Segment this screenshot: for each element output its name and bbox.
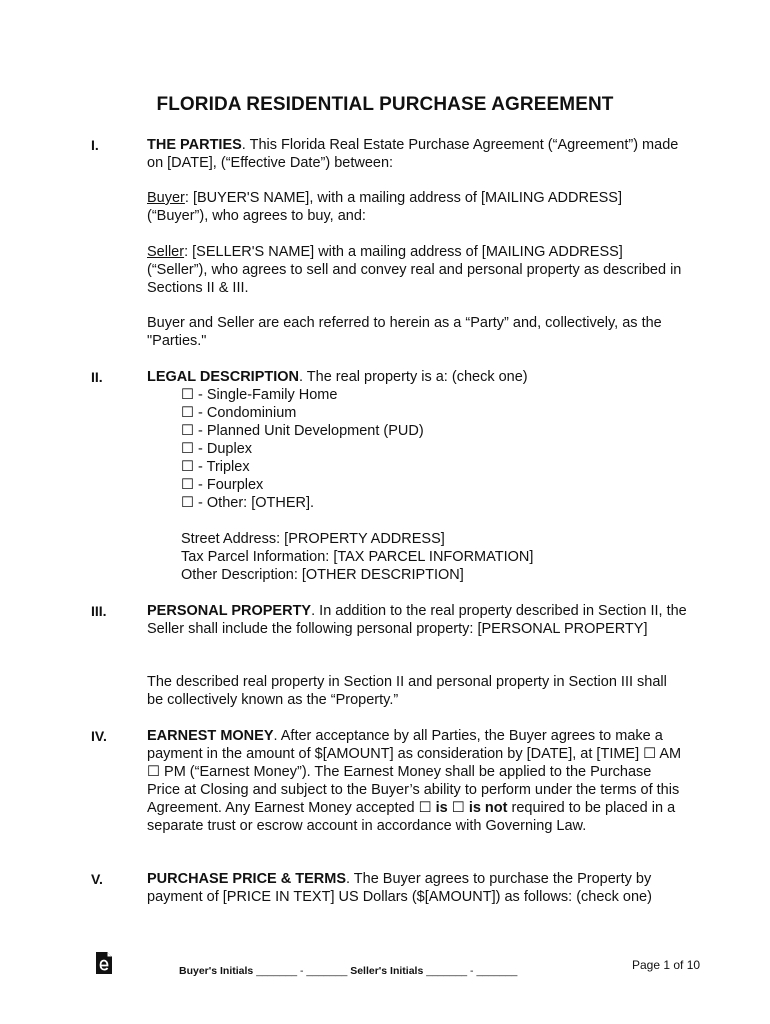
parties-paragraph: Buyer and Seller are each referred to herein as a “Party” and, collectively, as the "Parties." <box>147 315 662 349</box>
option-other[interactable]: ☐ - Other: [OTHER]. <box>181 495 315 511</box>
section-2-intro <box>147 368 687 386</box>
option-single-family[interactable]: ☐ - Single-Family Home <box>181 387 338 403</box>
seller-initials-field[interactable]: _______ - _______ <box>423 965 518 977</box>
seller-paragraph <box>147 243 687 297</box>
tax-parcel-info: Tax Parcel Information: [TAX PARCEL INFORMATION] <box>181 549 534 565</box>
buyer-text: : [BUYER'S NAME], with a mailing address of [MAILING ADDRESS] (“Buyer”), who agrees to buy, and: <box>147 190 622 224</box>
section-5-intro-text: . The Buyer agrees to purchase the Property by payment of [PRICE IN TEXT] US Dollars ($[AMOUNT]) as follows: (check one) <box>147 871 652 905</box>
buyer-initials-label: Buyer's Initials <box>179 965 254 977</box>
section-4-number: IV. <box>91 728 107 744</box>
section-5-number: V. <box>91 871 103 887</box>
document-logo-icon <box>94 951 114 975</box>
section-4-heading: EARNEST MONEY <box>147 728 274 744</box>
earnest-text-b: required to be placed in a separate trust or escrow account in accordance with Governing Law. <box>147 800 676 834</box>
section-2-number: II. <box>91 369 103 385</box>
option-fourplex[interactable]: ☐ - Fourplex <box>181 477 264 493</box>
earnest-is-not: is not <box>468 800 508 816</box>
option-duplex[interactable]: ☐ - Duplex <box>181 441 253 457</box>
earnest-text-a: . After acceptance by all Parties, the Buyer agrees to make a payment in the amount of $[AMOUNT] as consideration by [DATE], at [TIME] ☐ AM ☐ PM (“Earnest Money”). The Earnest Money shall be applied to the Purchase Price at Closing and subject to the Buyer’s ability to perform under the terms of this Agreement. Any Earnest Money accepted ☐ <box>147 728 682 816</box>
section-3-number: III. <box>91 603 107 619</box>
section-1-number: I. <box>91 137 99 153</box>
earnest-is: is <box>435 800 448 816</box>
buyer-paragraph <box>147 189 687 225</box>
earnest-mid: ☐ <box>447 800 469 816</box>
seller-initials-label: Seller's Initials <box>350 965 424 977</box>
section-5-heading: PURCHASE PRICE & TERMS <box>147 871 346 887</box>
buyer-initials-field[interactable]: _______ - _______ <box>253 965 351 977</box>
section-3-intro <box>147 602 687 638</box>
option-condominium[interactable]: ☐ - Condominium <box>181 405 297 421</box>
option-pud[interactable]: ☐ - Planned Unit Development (PUD) <box>181 423 424 439</box>
other-description: Other Description: [OTHER DESCRIPTION] <box>181 567 464 583</box>
section-1-heading: THE PARTIES <box>147 137 242 153</box>
seller-label: Seller <box>147 244 185 260</box>
buyer-label: Buyer <box>147 190 185 206</box>
section-4-text <box>147 727 687 835</box>
initials-line <box>179 965 517 977</box>
section-3-heading: PERSONAL PROPERTY <box>147 603 312 619</box>
street-address: Street Address: [PROPERTY ADDRESS] <box>181 531 445 547</box>
section-2-heading: LEGAL DESCRIPTION <box>147 369 299 385</box>
section-3-intro-text: . In addition to the real property described in Section II, the Seller shall include the following personal property: [PERSONAL PROPERTY] <box>147 603 687 637</box>
document-title: FLORIDA RESIDENTIAL PURCHASE AGREEMENT <box>156 94 614 115</box>
property-collective-paragraph: The described real property in Section II and personal property in Section III shall be collectively known as the “Property.” <box>147 674 667 708</box>
property-details <box>181 530 661 584</box>
section-1-intro-text: . This Florida Real Estate Purchase Agreement (“Agreement”) made on [DATE], (“Effective Date”) between: <box>147 137 679 171</box>
option-triplex[interactable]: ☐ - Triplex <box>181 459 250 475</box>
section-2-intro-text: . The real property is a: (check one) <box>299 369 528 385</box>
section-1-intro <box>147 136 687 172</box>
section-5-intro <box>147 870 687 906</box>
page-number: Page 1 of 10 <box>632 958 701 972</box>
seller-text: : [SELLER'S NAME] with a mailing address of [MAILING ADDRESS] (“Seller”), who agrees to sell and convey real and personal property as described in Sections II & III. <box>147 244 682 296</box>
property-type-options <box>181 386 661 512</box>
